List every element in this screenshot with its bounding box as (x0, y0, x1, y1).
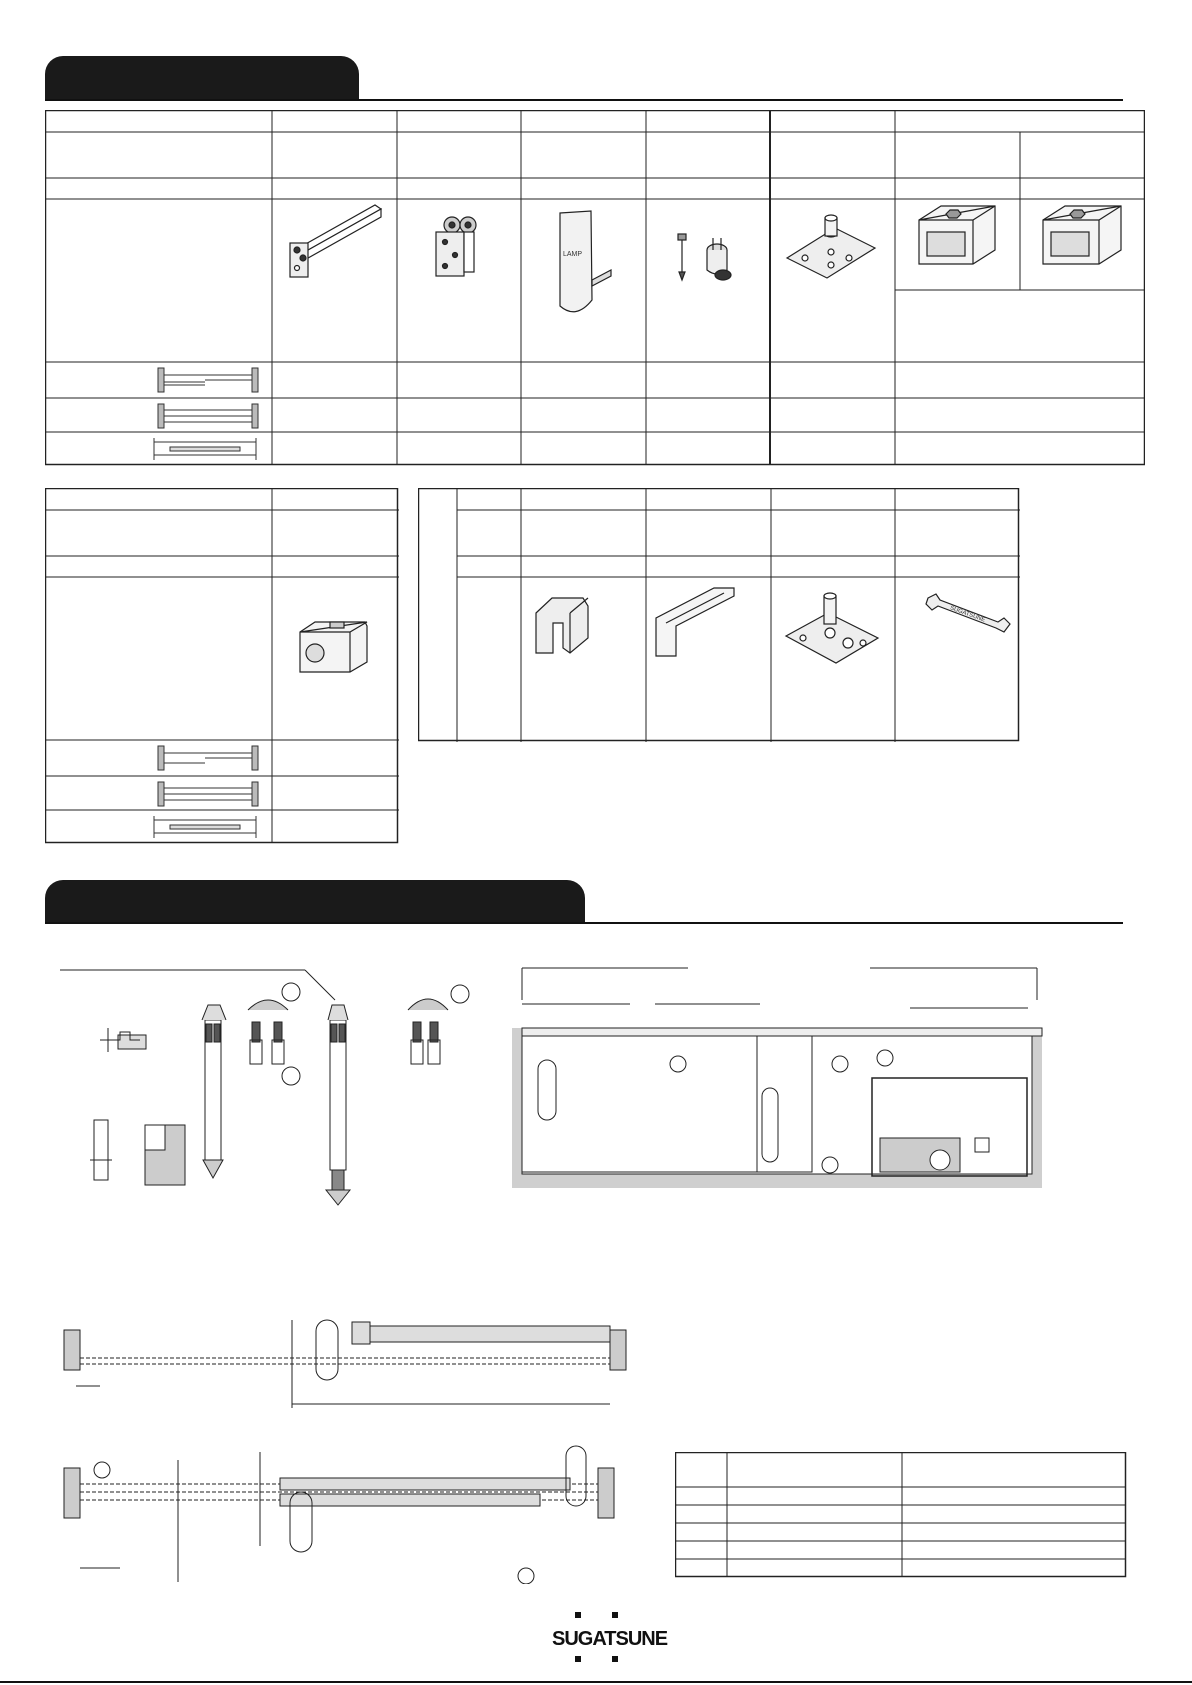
top-track-image-b (1043, 206, 1121, 264)
spec-table (675, 1452, 1127, 1578)
door-config-icon-2 (158, 404, 258, 428)
logo-dot-bottom-right (612, 1656, 618, 1662)
logo-dot-top-right (612, 1612, 618, 1618)
wrench-image (926, 594, 1010, 632)
logo-dot-bottom-left (575, 1656, 581, 1662)
door-config-icon-1 (158, 368, 258, 392)
components-table (45, 110, 1145, 466)
door-guide-image (536, 598, 588, 653)
door-config-icon-6 (154, 816, 256, 838)
plan-view-drawing-2 (60, 1442, 635, 1584)
section-header-tab-components (45, 56, 359, 100)
svg-text:LAMP: LAMP (563, 251, 583, 258)
accessory-table-right (418, 488, 1020, 742)
sugatsune-logo (552, 1610, 668, 1668)
rail-carriage-image (290, 205, 381, 277)
section-header-rule-components (45, 99, 1123, 101)
floor-guide-plate-image-2 (786, 593, 878, 663)
screw-and-guide-image (678, 234, 731, 280)
door-config-icon-5 (158, 782, 258, 806)
logo-text: SUGATSUNE (552, 1628, 668, 1650)
section-header-tab-installation (45, 880, 585, 924)
bottom-page-rule (0, 1681, 1192, 1683)
accessory-table-left (45, 488, 399, 844)
section-header-rule-installation (45, 922, 1123, 924)
u-channel-image (656, 588, 734, 656)
stopper-block-image (300, 622, 367, 672)
door-config-icon-4 (158, 746, 258, 770)
door-config-icon-3 (154, 438, 256, 460)
svg-text:SUGATSUNE: SUGATSUNE (949, 605, 986, 624)
floor-guide-plate-image (787, 215, 875, 278)
stopper-image (560, 211, 611, 312)
section-detail-drawings (60, 960, 480, 1240)
plan-view-drawing-1 (60, 1318, 635, 1416)
top-track-image-a (919, 206, 995, 264)
door-elevation-drawing (510, 960, 1055, 1235)
roller-carriage-image (436, 217, 476, 276)
logo-dot-top-left (575, 1612, 581, 1618)
